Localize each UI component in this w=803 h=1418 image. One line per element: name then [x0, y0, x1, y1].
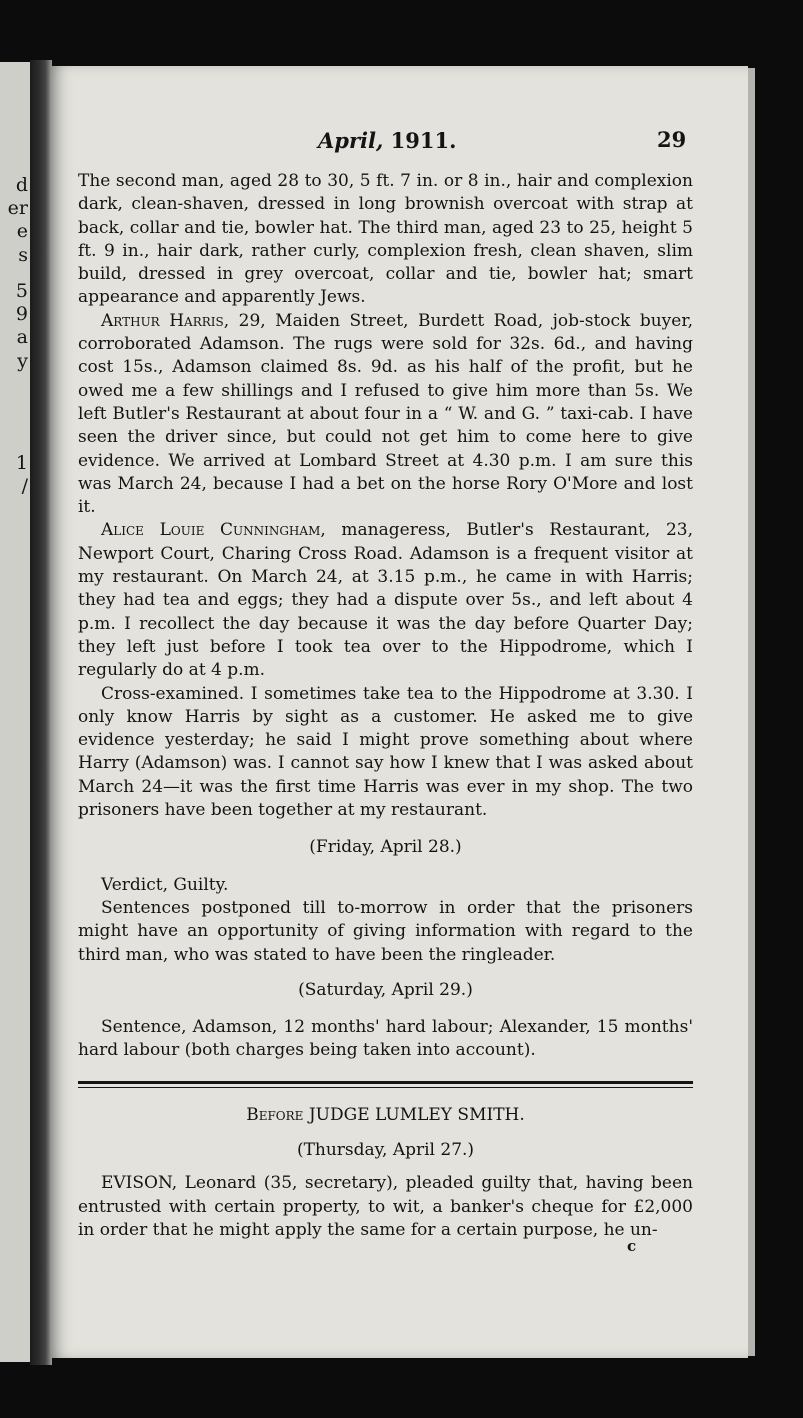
- paragraph-harris-testimony: [78, 310, 693, 520]
- book-spine: [30, 60, 52, 1365]
- prev-page-fragment: /: [21, 475, 28, 497]
- section-divider: [78, 1081, 693, 1088]
- date-heading: (Thursday, April 27.): [296, 1139, 475, 1160]
- paragraph-witness-description: The second man, aged 28 to 30, 5 ft. 7 in. or 8 in., hair and complexion dark, clean-shaven, dressed in long brownish overcoat with strap at back, collar and tie, bowler hat. The third man, aged 23 to 25, height 5 ft. 9 in., hair dark, rather curly, complexion fresh, clean shaven, slim build, dressed in grey overcoat, collar and tie, bowler hat; smart appearance and apparently Jews.: [78, 171, 693, 308]
- signature-mark: c: [627, 1237, 637, 1255]
- judge-prefix: Before: [246, 1104, 304, 1125]
- prev-page-fragment: 9: [15, 303, 28, 325]
- date-heading: (Friday, April 28.): [309, 837, 462, 858]
- page-edge: [748, 68, 755, 1356]
- running-header: [318, 128, 456, 153]
- prev-page-fragment: a: [16, 326, 28, 348]
- witness-name: Arthur Harris,: [101, 310, 230, 331]
- verdict: Verdict, Guilty.: [101, 874, 229, 895]
- testimony-text: manageress, Butler's Restaurant, 23, Newport Court, Charing Cross Road. Adamson is a frequent visitor at my restaurant. On March 24, at 3.15 p.m., he came in with Harris; they had tea and eggs; they had a dispute over 5s., and left about 4 p.m. I recollect the day because it was the day before Quarter Day; they left just before I took tea over to the Hippodrome, which I regularly do at 4 p.m.: [78, 520, 693, 681]
- prev-page-fragment: er: [7, 197, 28, 219]
- judge-heading: [78, 1104, 693, 1127]
- previous-page-edge: [0, 62, 33, 1362]
- prev-page-fragment: s: [18, 244, 28, 266]
- testimony-text: 29, Maiden Street, Burdett Road, job-stock buyer, corroborated Adamson. The rugs were sold for 32s. 6d., and having cost 15s., Adamson claimed 8s. 9d. as his half of the profit, but he owed me a few shillings and I refused to give him more than 5s. We left Butler's Restaurant at about four in a “ W. and G. ” taxi-cab. I have seen the driver since, but could not get him to come here to give evidence. We arrived at Lombard Street at 4.30 p.m. I am sure this was March 24, because I had a bet on the horse Rory O'More and lost it.: [78, 310, 693, 518]
- prev-page-fragment: e: [16, 220, 28, 242]
- paragraph-sentences-postponed: Sentences postponed till to-morrow in order that the prisoners might have an opportunity of giving information with regard to the third man, who was stated to have been the ringleader.: [78, 897, 693, 965]
- page-number: 29: [657, 127, 687, 152]
- paragraph-sentence: Sentence, Adamson, 12 months' hard labour; Alexander, 15 months' hard labour (both charges being taken into account).: [78, 1017, 693, 1061]
- prev-page-fragment: d: [15, 174, 28, 196]
- paragraph-cunningham-testimony: [78, 519, 693, 682]
- paragraph-evison-case: EVISON, Leonard (35, secretary), pleaded guilty that, having been entrusted with certain property, to wit, a banker's cheque for £2,000 in order that he might apply the same for a certain purpose, he un-: [78, 1173, 693, 1240]
- prev-page-fragment: 1: [15, 452, 28, 474]
- date-heading: (Saturday, April 29.): [298, 979, 473, 1000]
- page-body: [78, 170, 693, 1242]
- header-month: April,: [318, 128, 384, 153]
- prev-page-fragment: 5: [15, 280, 28, 302]
- judge-name: JUDGE LUMLEY SMITH.: [303, 1104, 525, 1125]
- witness-name: Alice Louie Cunningham,: [101, 520, 326, 541]
- header-year: 1911.: [390, 128, 457, 153]
- prev-page-fragment: y: [17, 350, 28, 372]
- paragraph-cross-examination: Cross-examined. I sometimes take tea to the Hippodrome at 3.30. I only know Harris by sight as a customer. He asked me to give evidence yesterday; he said I might prove something about where Harry (Adamson) was. I cannot say how I knew that I was asked about March 24—it was the first time Harris was ever in my shop. The two prisoners have been together at my restaurant.: [78, 683, 693, 821]
